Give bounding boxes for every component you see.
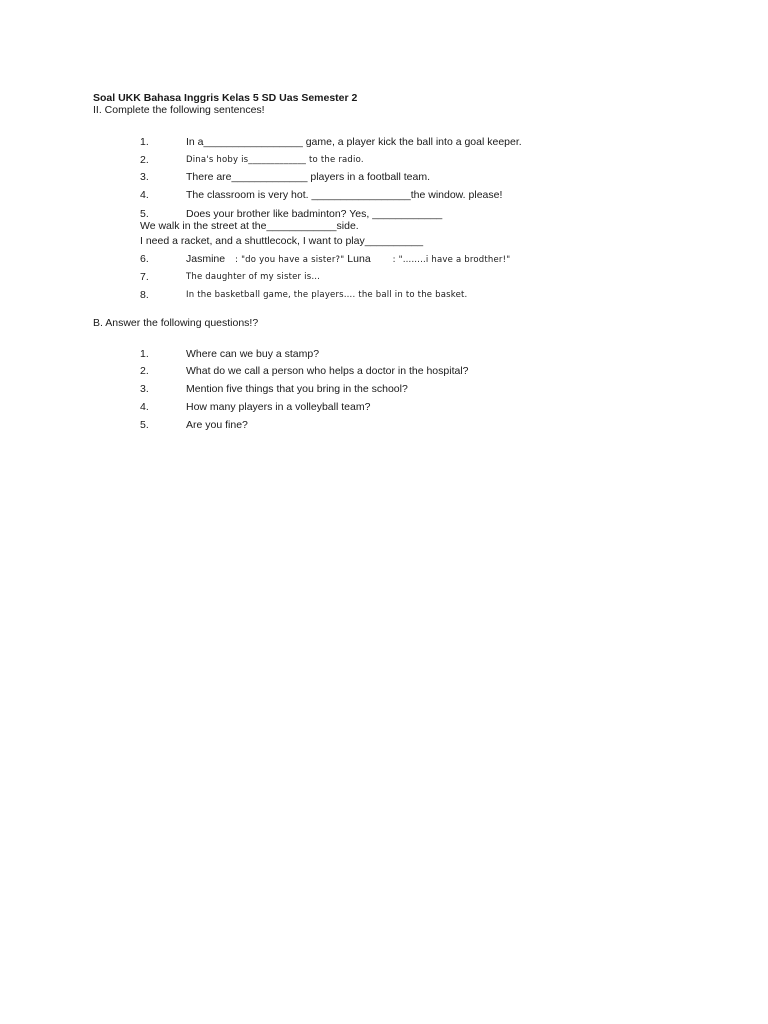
item-text: Are you fine? — [186, 419, 248, 431]
item-text: The classroom is very hot. _________________the window. please! — [186, 189, 503, 201]
item-text: Mention five things that you bring in the school? — [186, 383, 408, 395]
continuation-line: I need a racket, and a shuttlecock, I want to play__________ — [140, 235, 424, 247]
item-text: Does your brother like badminton? Yes, ____________ — [186, 208, 443, 220]
item-text: How many players in a volleyball team? — [186, 401, 371, 413]
item-text: There are_____________ players in a football team. — [186, 171, 431, 183]
speaker-jasmine: Jasmine — [186, 253, 226, 265]
item-text: The daughter of my sister is… — [186, 272, 321, 282]
item-number: 3. — [140, 171, 149, 183]
item-number: 4. — [140, 401, 149, 413]
item-text: Dina's hoby is_____________ to the radio. — [186, 155, 364, 165]
luna-speech: : "……..i have a brodther!" — [392, 255, 511, 265]
continuation-line: We walk in the street at the____________side. — [140, 220, 359, 232]
item-number: 2. — [140, 154, 149, 166]
item-number: 1. — [140, 136, 149, 148]
item-text: What do we call a person who helps a doctor in the hospital? — [186, 365, 469, 377]
item-number: 5. — [140, 419, 149, 431]
item-number: 5. — [140, 208, 149, 220]
item-number: 4. — [140, 189, 149, 201]
item-number: 8. — [140, 289, 149, 301]
item-number: 6. — [140, 253, 149, 265]
item-text: Where can we buy a stamp? — [186, 348, 320, 360]
jasmine-speech: : "do you have a sister?" — [235, 255, 345, 265]
speaker-luna: Luna — [347, 253, 371, 265]
item-text: In the basketball game, the players…. the ball in to the basket. — [186, 290, 468, 300]
section-b-heading: B. Answer the following questions!? — [93, 317, 259, 329]
document-title: Soal UKK Bahasa Inggris Kelas 5 SD Uas Semester 2 — [93, 92, 358, 104]
item-number: 2. — [140, 365, 149, 377]
item-number: 3. — [140, 383, 149, 395]
item-number: 1. — [140, 348, 149, 360]
section-a-heading: II. Complete the following sentences! — [93, 104, 265, 116]
item-number: 7. — [140, 271, 149, 283]
item-text: In a_________________ game, a player kick the ball into a goal keeper. — [186, 136, 522, 148]
